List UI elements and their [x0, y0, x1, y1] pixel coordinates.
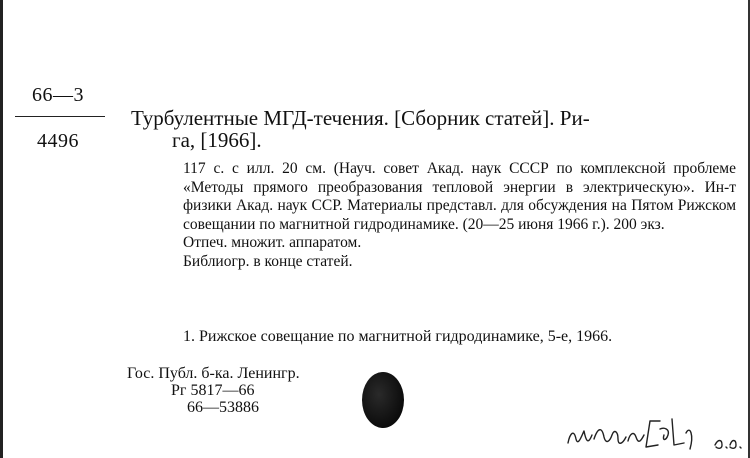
call-number-top: 66—3: [32, 84, 84, 106]
subject-heading: 1. Рижское совещание по магнитной гидродинамике, 5-е, 1966.: [183, 328, 613, 345]
printing-note: Отпеч. множит. аппаратом.: [183, 234, 362, 251]
holding-code: Рг 5817—66: [171, 382, 255, 399]
bibliography-note: Библиогр. в конце статей.: [183, 252, 353, 270]
holding-number: 66—53886: [187, 399, 259, 416]
title-line-1: Турбулентные МГД-течения. [Сборник статей]. Ри-: [131, 106, 590, 130]
library-name: Гос. Публ. б-ка. Ленингр.: [127, 365, 300, 382]
title-line-2: га, [1966].: [172, 128, 262, 152]
ink-stamp-mark: [362, 372, 404, 428]
card-title: [131, 107, 736, 151]
call-number-bottom: 4496: [37, 130, 79, 152]
imprint-note: 117 с. с илл. 20 см. (Науч. совет Акад. наук СССР по комплексной проблеме «Методы прямого преобразования тепловой энергии в электрическую». Ин-т физики Акад. наук ССР. Материалы представл. для обсуждения на Пятом Рижском совещании по магнитной гидродинамике. (20—25 июня 1966 г.). 200 экз.: [183, 160, 736, 233]
holdings-block: [127, 365, 300, 416]
card-left-edge: [0, 0, 3, 458]
handwritten-signature: [560, 405, 750, 458]
call-number-divider: [15, 116, 105, 117]
card-description: [183, 160, 736, 271]
